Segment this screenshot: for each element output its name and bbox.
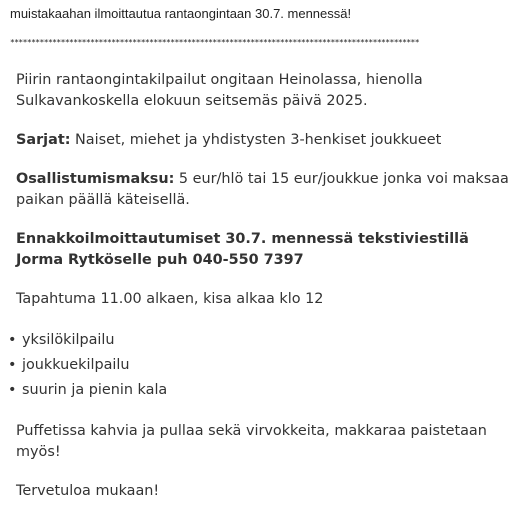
ennakko-text: Ennakkoilmoittautumiset 30.7. mennessä tekstiviestillä Jorma Rytköselle puh 040-550 7397: [16, 231, 469, 268]
bullet-icon: •: [8, 332, 17, 348]
reminder-line: muistakaahan ilmoittautua rantaongintaan 30.7. mennessä!: [10, 6, 352, 21]
bullet-icon: •: [8, 382, 17, 398]
asterisk-separator: *************************************************************************************************: [10, 38, 419, 47]
bullet-icon: •: [8, 357, 17, 373]
tervetuloa-paragraph: Tervetuloa mukaan!: [16, 483, 160, 499]
event-label: joukkuekilpailu: [22, 357, 130, 373]
maksu-text: 5 eur/hlö tai 15 eur/joukkue jonka voi maksaa paikan päällä käteisellä.: [16, 171, 509, 208]
puffetti-paragraph: Puffetissa kahvia ja pullaa sekä virvokkeita, makkaraa paistetaan myös!: [16, 423, 487, 460]
event-label: yksilökilpailu: [22, 332, 115, 348]
event-list: [8, 328, 511, 403]
list-item: [8, 353, 511, 378]
event-label: suurin ja pienin kala: [22, 382, 168, 398]
sarjat-label: Sarjat:: [16, 132, 71, 148]
intro-paragraph: Piirin rantaongintakilpailut ongitaan Heinolassa, hienolla Sulkavankoskella elokuun seitsemäs päivä 2025.: [16, 72, 423, 109]
ennakko-paragraph: [16, 229, 511, 271]
tapahtuma-paragraph: Tapahtuma 11.00 alkaen, kisa alkaa klo 12: [16, 291, 324, 307]
list-item: [8, 328, 511, 353]
sarjat-paragraph: [16, 130, 511, 151]
sarjat-text: Naiset, miehet ja yhdistysten 3-henkiset joukkueet: [70, 132, 442, 148]
announcement-body: [8, 70, 511, 520]
maksu-label: Osallistumismaksu:: [16, 171, 175, 187]
maksu-paragraph: [16, 169, 511, 211]
list-item: [8, 378, 511, 403]
